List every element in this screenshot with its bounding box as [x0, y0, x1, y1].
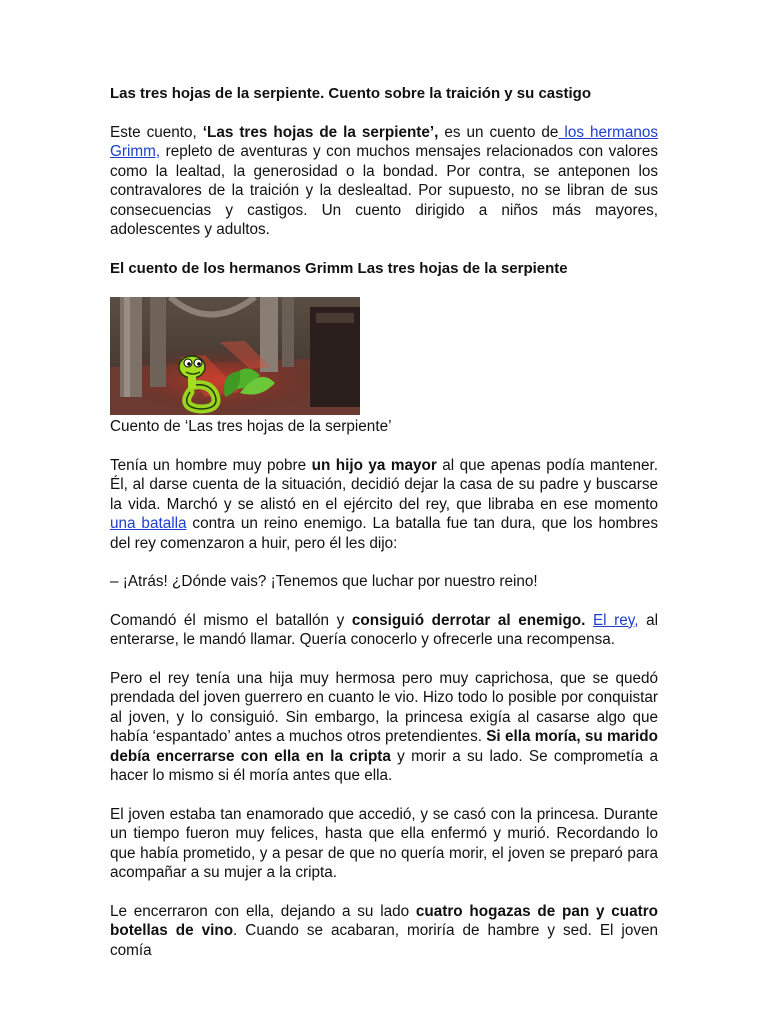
king-link[interactable]: El rey, — [592, 611, 639, 629]
p3-text-2 — [585, 612, 593, 629]
story-paragraph-1 — [110, 456, 658, 554]
p3-text-3: al enterarse, le mandó llamar. Quería conocerlo y ofrecerle una recompensa. — [110, 611, 659, 648]
section-heading: El cuento de los hermanos Grimm Las tres hojas de la serpiente — [110, 259, 568, 277]
p6-text-2: . Cuando se acabaran, moriría de hambre y sed. El joven comía — [110, 922, 658, 959]
intro-bold-title: ‘Las tres hojas de la serpiente’, — [202, 123, 439, 141]
grimm-link[interactable]: los hermanos Grimm, — [110, 123, 658, 160]
p3-bold: consiguió derrotar al enemigo. — [351, 611, 586, 629]
p1-text-2: al que apenas podía mantener. Él, al darse cuenta de la situación, decidió dejar la casa de su padre y buscarse la vida. Marchó y se alistó en el ejército del rey, que libraba en ese momento — [110, 456, 658, 513]
p6-text-1: Le encerraron con ella, dejando a su lado — [110, 902, 416, 920]
intro-text-2: es un cuento de — [438, 123, 559, 141]
p4-bold: Si ella moría, su marido debía encerrarse con ella en la cripta — [110, 728, 658, 765]
story-paragraph-5: El joven estaba tan enamorado que accedió, y se casó con la princesa. Durante un tiempo fueron muy felices, hasta que ella enfermó y murió. Recordando lo que había prometido, y a pesar de que no quería morir, el joven se preparó para acompañar a su mujer a la cripta. — [110, 805, 658, 881]
story-paragraph-4 — [110, 669, 658, 786]
p6-bold: cuatro hogazas de pan y cuatro botellas de vino — [110, 902, 658, 939]
crypt-snake-illustration — [110, 297, 360, 415]
intro-text-1: Este cuento, — [110, 123, 203, 141]
story-paragraph-6 — [110, 902, 658, 961]
p4-text-2: y morir a su lado. Se comprometía a hacer lo mismo si él moría antes que ella. — [110, 747, 658, 784]
p3-text-1: Comandó él mismo el batallón y — [110, 611, 352, 629]
battle-link[interactable]: una batalla — [110, 515, 187, 532]
p4-text-1: Pero el rey tenía una hija muy hermosa pero muy caprichosa, que se quedó prendada del joven guerrero en cuanto le vio. Hizo todo lo posible por conquistar al joven, y lo consiguió. Sin embargo, la princesa exigía al casarse algo que había ‘espantado’ antes a muchos otros pretendientes. — [110, 669, 658, 745]
story-paragraph-3 — [110, 611, 658, 650]
story-paragraph-2: – ¡Atrás! ¿Dónde vais? ¡Tenemos que luchar por nuestro reino! — [110, 573, 538, 590]
intro-paragraph — [110, 123, 658, 240]
image-caption: Cuento de ‘Las tres hojas de la serpiente’ — [110, 418, 392, 435]
document-title: Las tres hojas de la serpiente. Cuento sobre la traición y su castigo — [110, 85, 591, 102]
intro-text-3: repleto de aventuras y con muchos mensajes relacionados con valores como la lealtad, la generosidad o la bondad. Por contra, se anteponen los contravalores de la traición y la deslealtad. Por supuesto, no se libran de sus consecuencias y castigos. Un cuento dirigido a niños más mayores, adolescentes y adultos. — [110, 143, 658, 238]
p1-text-3: contra un reino enemigo. La batalla fue tan dura, que los hombres del rey comenzaron a huir, pero él les dijo: — [110, 515, 658, 552]
story-illustration — [110, 297, 360, 415]
p1-bold: un hijo ya mayor — [311, 456, 437, 474]
p1-text-1: Tenía un hombre muy pobre — [110, 456, 312, 474]
